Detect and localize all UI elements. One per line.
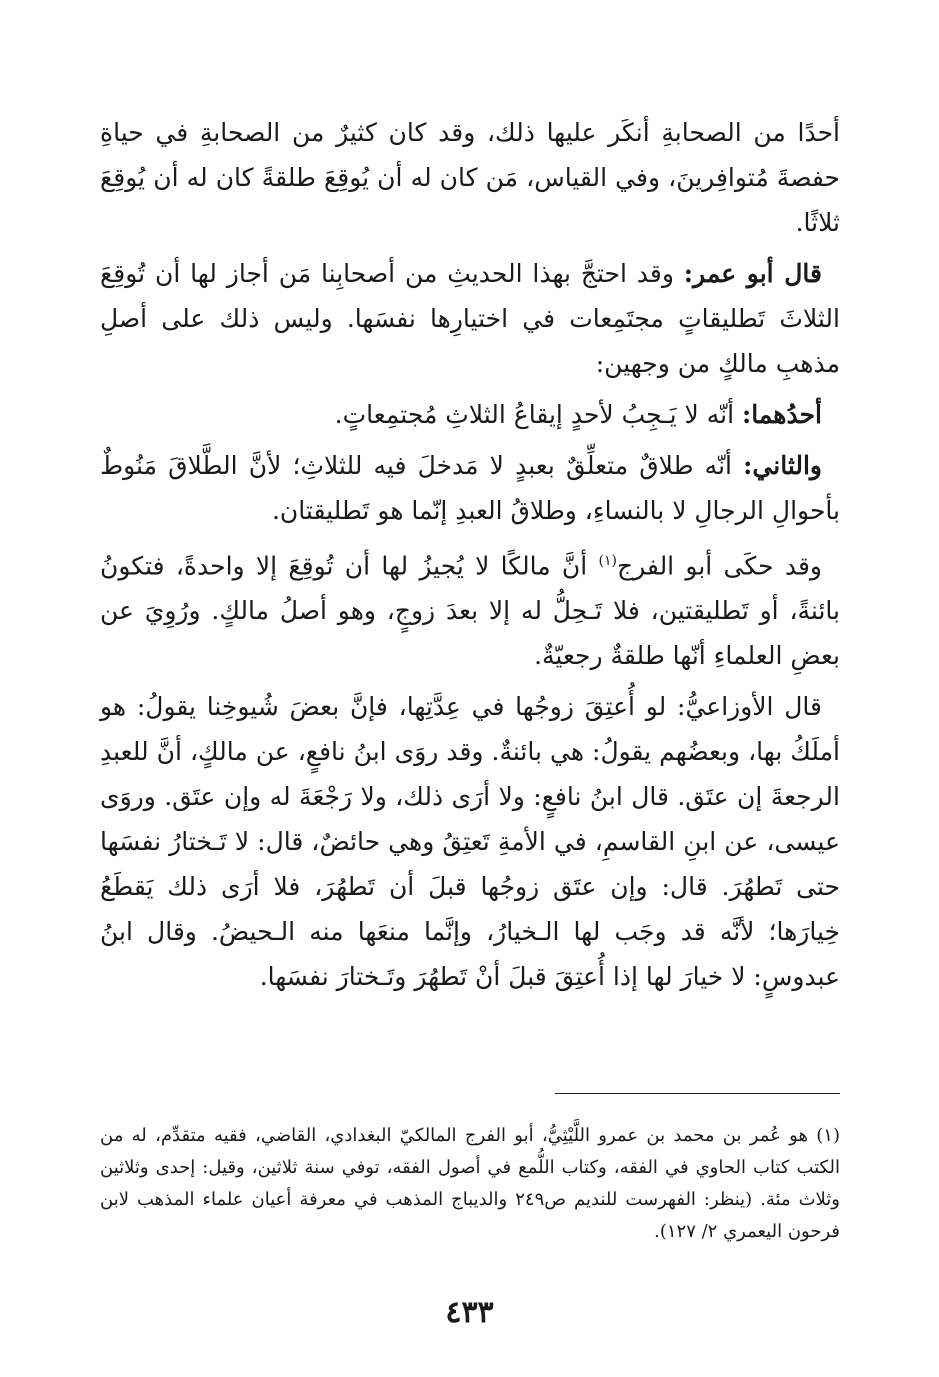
- paragraph-5: [100, 539, 840, 678]
- paragraph-6-text: قال الأوزاعيُّ: لو أُعتِقَ زوجُها في عِدَّتِها، فإنَّ بعضَ شُيوخِنا يقولُ: هو أملَكُ بها، وبعضُهم يقولُ: هي بائنةٌ. وقد روَى ابنُ نافعٍ، عن مالكٍ، أنَّ للعبدِ الرجعةَ إن عتَق. قال ابنُ نافعٍ: ولا أرَى ذلك، ولا رَجْعَةَ له وإن عتَق. وروَى عيسى، عن ابنِ القاسمِ، في الأمةِ تَعتِقُ وهي حائضٌ، قال: لا تَـختارُ نفسَها حتى تَطهُرَ. قال: وإن عتَق زوجُها قبلَ أن تَطهُرَ، فلا أرَى ذلك يَقطَعُ خِيارَها؛ لأنَّه قد وجَب لها الـخيارُ، وإنَّما منعَها منه الـحيضُ. وقال ابنُ عبدوسٍ: لا خيارَ لها إذا أُعتِقَ قبلَ أنْ تَطهُرَ وتَـختارَ نفسَها.: [100, 692, 840, 992]
- paragraph-2: [100, 251, 840, 386]
- paragraph-1-text: أحدًا من الصحابةِ أنكَر عليها ذلك، وقد كان كثيرٌ من الصحابةِ في حياةِ حفصةَ مُتوافِرينَ، وفي القياس، مَن كان له أن يُوقِعَ طلقةً كان له أن يُوقِعَ ثلاثًا.: [100, 118, 840, 237]
- page-number: ٤٣٣: [445, 1295, 494, 1330]
- paragraph-4-text: أنّه طلاقٌ متعلِّقٌ بعبدٍ لا مَدخلَ فيه للثلاثِ؛ لأنَّ الطَّلاقَ مَنُوطٌ بأحوالِ الرجالِ لا بالنساءِ، وطلاقُ العبدِ إنّما هو تَطليقتان.: [100, 451, 840, 525]
- footnote-divider: [555, 1093, 840, 1094]
- paragraph-2-lead: قال أبو عمر:: [683, 259, 822, 288]
- paragraph-3-text: أنّه لا يَـجِبُ لأحدٍ إيقاعُ الثلاثِ مُجتمِعاتٍ.: [334, 400, 742, 429]
- paragraph-3-lead: أحدُهما:: [741, 400, 822, 429]
- paragraph-1: [100, 110, 840, 245]
- paragraph-5-text: أنَّ مالكًا لا يُجيزُ لها أن تُوقِعَ إلا واحدةً، فتكونُ بائنةً، أو تَطليقتين، فلا تَـحِلُّ له إلا بعدَ زوجٍ، وهو أصلُ مالكٍ. ورُوِيَ عن بعضِ العلماءِ أنّها طلقةٌ رجعيّةٌ.: [100, 551, 840, 671]
- main-text-body: [100, 110, 840, 1005]
- paragraph-6: [100, 684, 840, 999]
- paragraph-4-lead: والثاني:: [743, 451, 822, 480]
- paragraph-5-before-ref: وقد حكَى أبو الفرج: [616, 551, 823, 581]
- footnote-reference[interactable]: (١): [598, 553, 617, 569]
- paragraph-4: [100, 443, 840, 533]
- footnote-text: (١) هو عُمر بن محمد بن عمرو اللَّيْثِيُّ، أبو الفرج المالكيّ البغدادي، القاضي، فقيه متقدِّم، له من الكتب كتاب الحاوي في الفقه، وكتاب اللُّمع في أصول الفقه، توفي سنة ثلاثين، وقيل: إحدى وثلاثين وثلاث مئة. (ينظر: الفهرست للنديم ص٢٤٩ والديباج المذهب في معرفة أعيان علماء المذهب لابن فرحون اليعمري ٢/ ١٢٧).: [100, 1125, 840, 1242]
- paragraph-2-text: وقد احتجَّ بهذا الحديثِ من أصحابِنا مَن أجاز لها أن تُوقِعَ الثلاثَ تَطليقاتٍ مجتَمِعات في اختيارِها نفسَها. وليس ذلك على أصلِ مذهبِ مالكٍ من وجهين:: [100, 259, 840, 378]
- paragraph-3: [100, 392, 840, 437]
